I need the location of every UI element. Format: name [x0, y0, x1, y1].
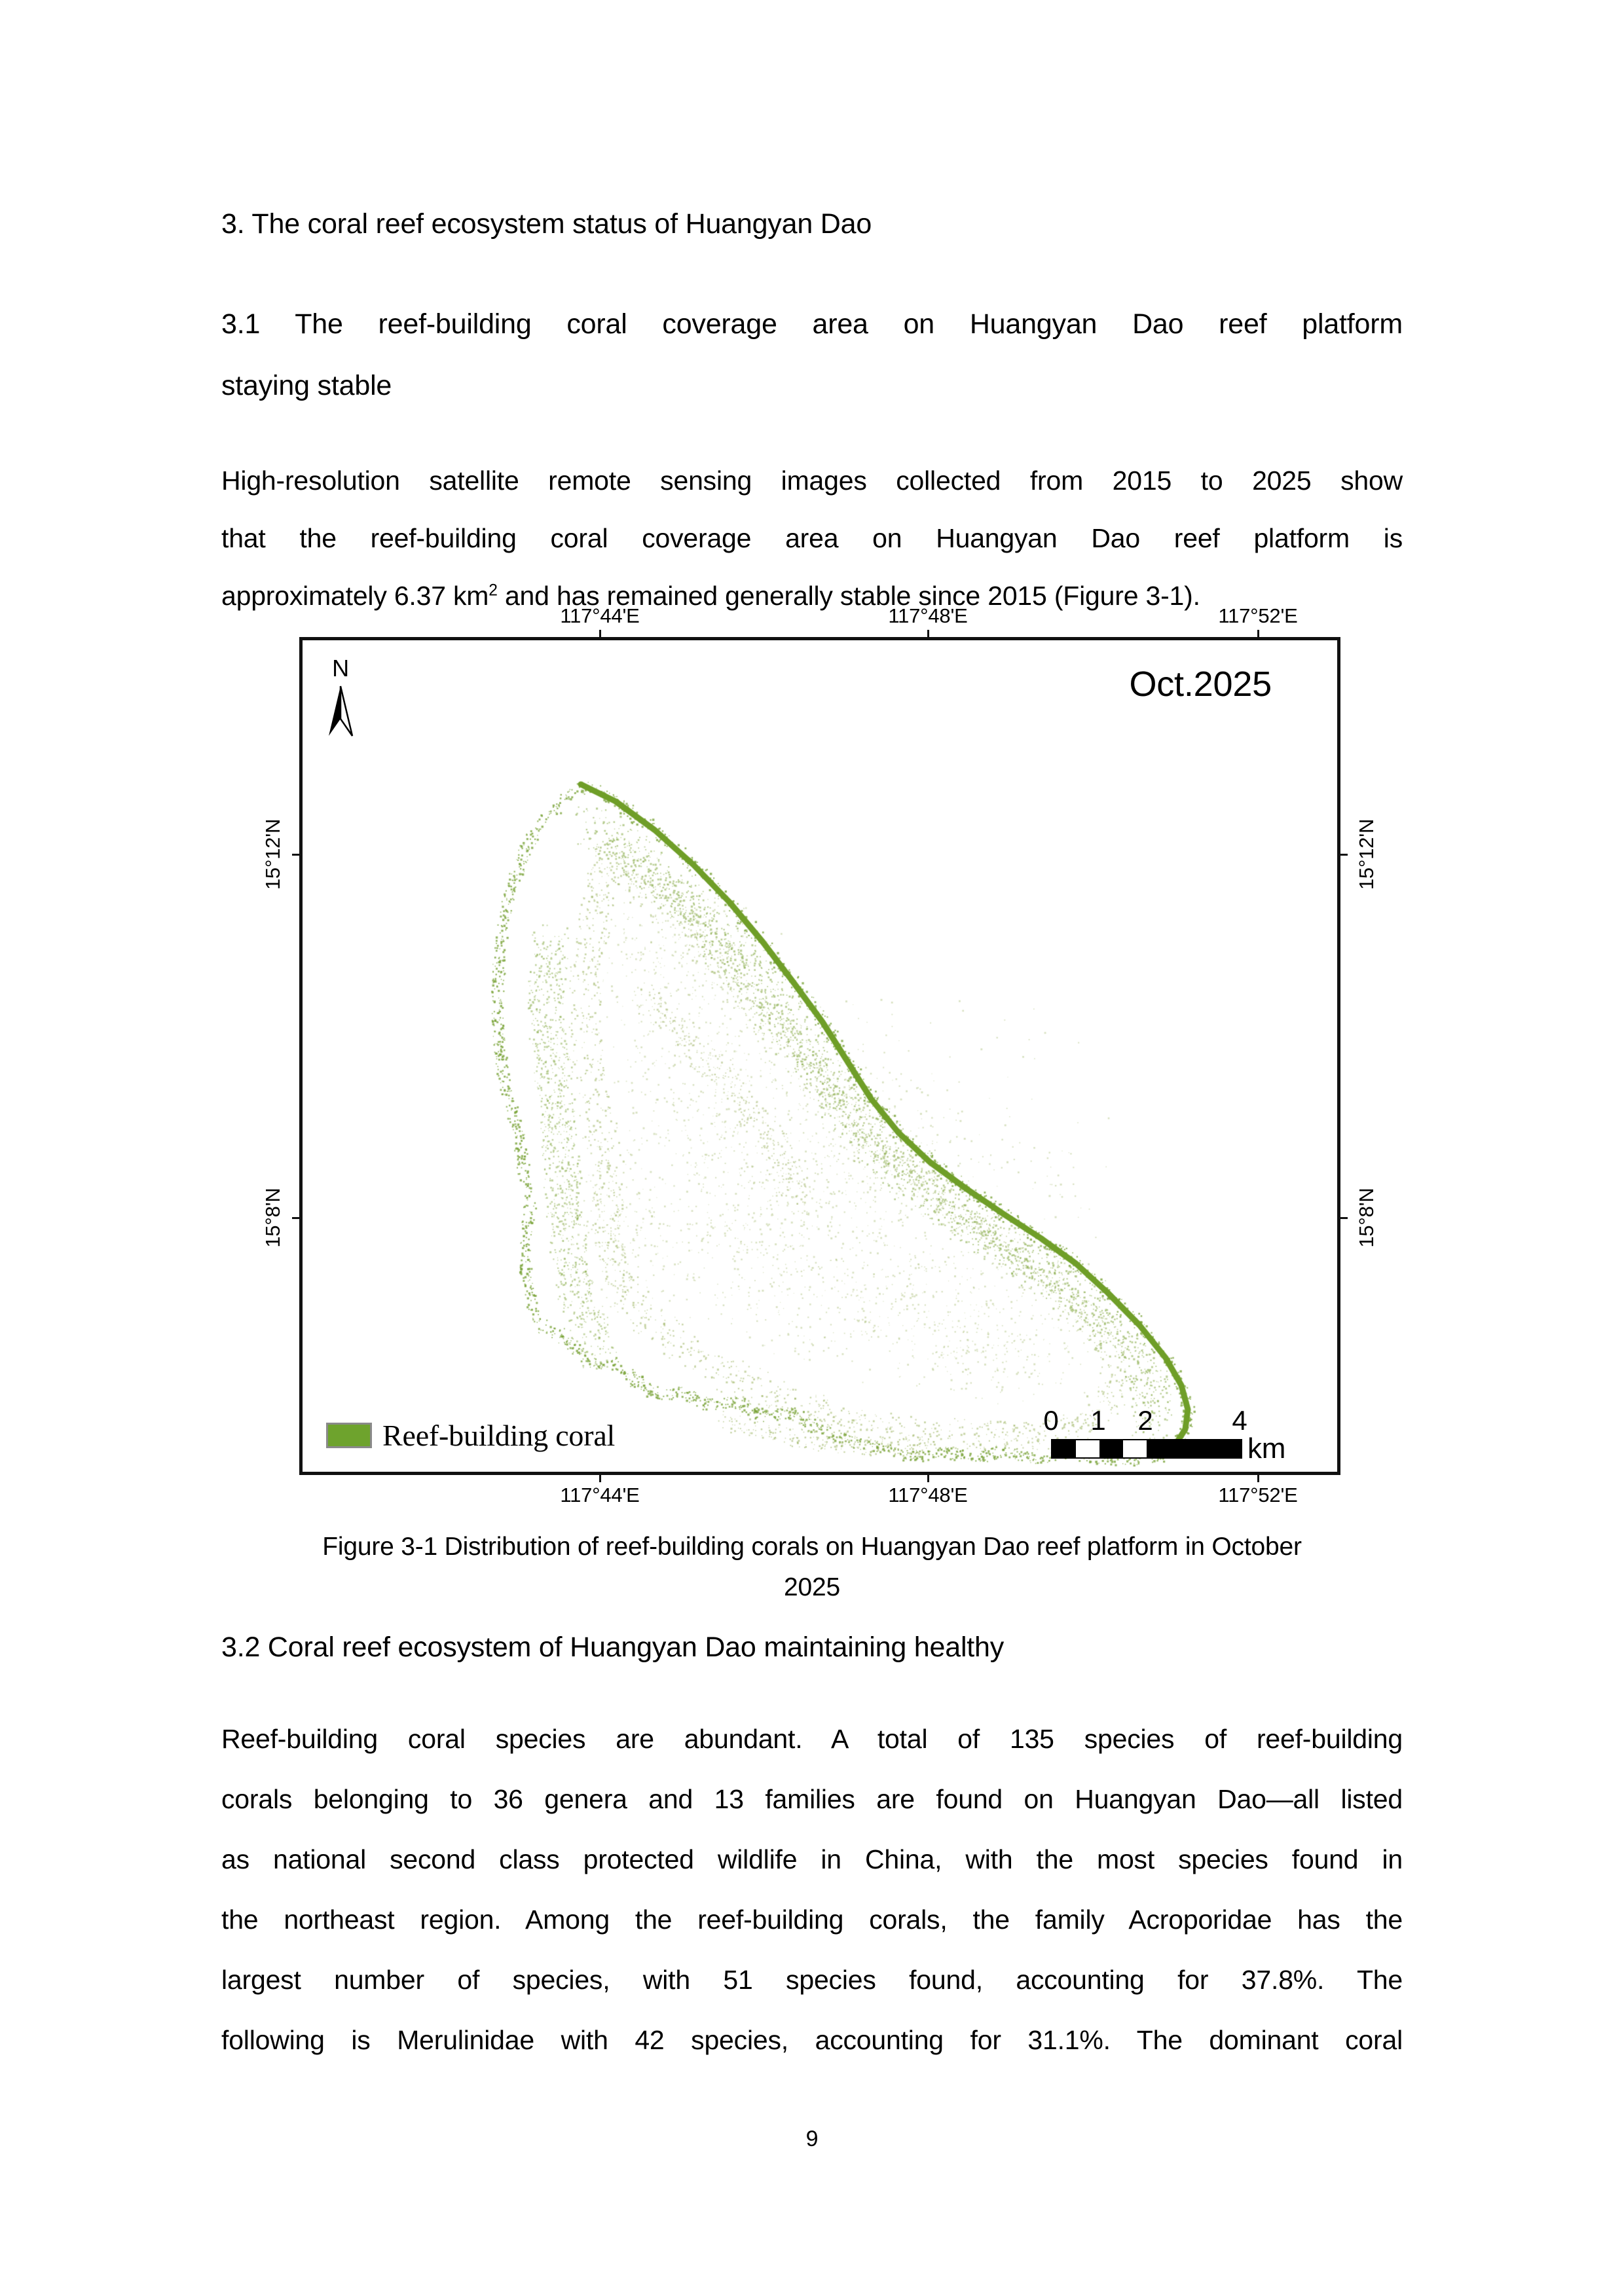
- lon-tick-label: 117°44'E: [560, 1484, 640, 1506]
- paragraph-coverage: [221, 452, 1403, 625]
- section-heading-3: 3. The coral reef ecosystem status of Huangyan Dao: [221, 208, 872, 240]
- text-line: High-resolution satellite remote sensing images collected from 2015 to 2025 show: [221, 465, 1403, 496]
- lon-tick-mark: [927, 1472, 929, 1482]
- scale-bar-segment: [1099, 1440, 1123, 1457]
- text-line: Figure 3-1 Distribution of reef-building corals on Huangyan Dao reef platform in October: [322, 1533, 1302, 1561]
- scale-bar-segment: [1123, 1440, 1147, 1457]
- north-label: N: [332, 655, 349, 682]
- lon-tick-label: 117°52'E: [1218, 1484, 1298, 1506]
- lon-tick-mark: [599, 1472, 601, 1482]
- scale-bar: [1043, 1405, 1359, 1477]
- text-line: that the reef-building coral coverage area on Huangyan Dao reef platform is: [221, 523, 1403, 553]
- lon-tick-label: 117°44'E: [560, 604, 640, 627]
- scale-bar-segment: [1147, 1440, 1241, 1457]
- north-arrow: [320, 655, 361, 737]
- lon-tick-label: 117°48'E: [888, 1484, 968, 1506]
- lon-tick-mark: [1257, 630, 1259, 640]
- map-legend: [326, 1418, 615, 1453]
- figure-map: [261, 604, 1378, 1506]
- scale-bar-number: 4: [1232, 1405, 1247, 1436]
- subsection-heading-3-1: [221, 293, 1403, 416]
- paragraph-species: [221, 1709, 1403, 2070]
- text-line: following is Merulinidae with 42 species, accounting for 31.1%. The dominant coral: [221, 2025, 1403, 2055]
- lon-tick-label: 117°52'E: [1218, 604, 1298, 627]
- text-line: Reef-building coral species are abundant. A total of 135 species of reef-building: [221, 1724, 1403, 1754]
- lon-tick-label: 117°48'E: [888, 604, 968, 627]
- lat-tick-mark: [1337, 1217, 1348, 1219]
- scale-bar-segment: [1052, 1440, 1076, 1457]
- lat-tick-label: 15°8'N: [1355, 1188, 1378, 1248]
- lat-tick-label: 15°8'N: [261, 1188, 284, 1248]
- scale-bar-number: 2: [1137, 1405, 1153, 1436]
- map-date-label: Oct.2025: [1129, 665, 1272, 704]
- north-arrow-icon: [326, 685, 355, 737]
- scale-bar-segment: [1076, 1440, 1099, 1457]
- scale-bar-unit: km: [1247, 1432, 1286, 1465]
- lat-tick-mark: [292, 854, 303, 856]
- page-number: 9: [805, 2126, 819, 2151]
- figure-caption: [221, 1527, 1403, 1608]
- scale-bar-track: [1051, 1439, 1242, 1459]
- scale-bar-number: 0: [1043, 1405, 1059, 1436]
- legend-label: Reef-building coral: [382, 1419, 616, 1452]
- lon-tick-mark: [599, 630, 601, 640]
- subsection-heading-3-2: 3.2 Coral reef ecosystem of Huangyan Dao maintaining healthy: [221, 1631, 1005, 1663]
- text-line: 2025: [784, 1573, 840, 1601]
- lon-tick-mark: [1257, 1472, 1259, 1482]
- text-line: approximately 6.37 $km^2$ and has remained generally stable since 2015 (Figure 3-1).: [221, 581, 1200, 611]
- text-line: the northeast region. Among the reef-building corals, the family Acroporidae has the: [221, 1904, 1403, 1935]
- lon-tick-mark: [927, 630, 929, 640]
- reef-distribution-canvas: [303, 640, 1337, 1472]
- lat-tick-label: 15°12'N: [1355, 818, 1378, 890]
- text-line: largest number of species, with 51 species found, accounting for 37.8%. The: [221, 1965, 1403, 1995]
- text-line: 3.1 The reef-building coral coverage area on Huangyan Dao reef platform: [221, 308, 1403, 340]
- text-line: staying stable: [221, 370, 392, 401]
- lat-tick-mark: [1337, 854, 1348, 856]
- text-line: corals belonging to 36 genera and 13 families are found on Huangyan Dao—all listed: [221, 1784, 1403, 1814]
- text-line: as national second class protected wildlife in China, with the most species found in: [221, 1844, 1403, 1874]
- scale-bar-number: 1: [1090, 1405, 1106, 1436]
- legend-swatch: [326, 1423, 372, 1448]
- lat-tick-mark: [292, 1217, 303, 1219]
- lat-tick-label: 15°12'N: [261, 818, 284, 890]
